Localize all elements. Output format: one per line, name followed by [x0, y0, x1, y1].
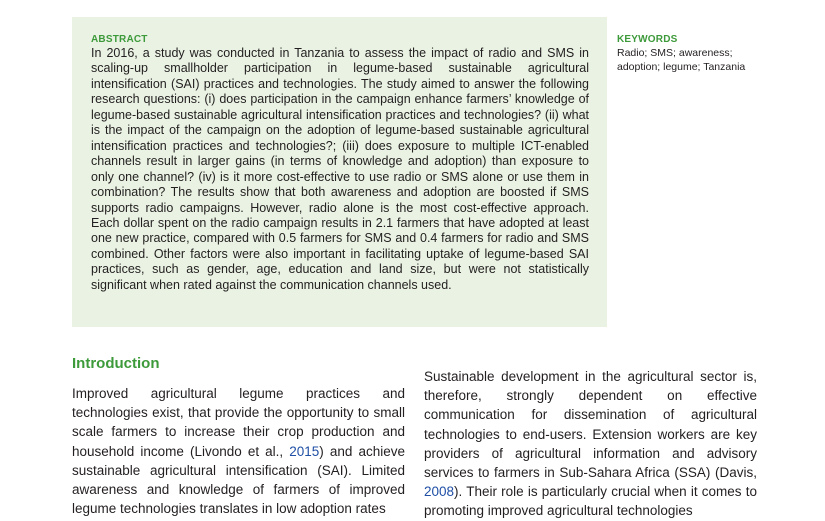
abstract-heading: ABSTRACT — [91, 34, 148, 45]
left-text-after: ) and achieve sustainable agricultural intensification (SAI). Limited awareness and knowledge of farmers of improved legume technologies translates in low adoption rates — [72, 443, 405, 517]
right-text-before: Sustainable development in the agricultural sector is, therefore, strongly dependent on effective communication for dissemination of agricultural technologies to end-users. Extension workers are key providers of agricultural information and advisory services to farmers in Sub-Sahara Africa (SSA) (Davis, — [424, 369, 757, 481]
left-text-before: Improved agricultural legume practices and technologies exist, that provide the opportunity to small scale farmers to increase their crop production and household income (Livondo et al., — [72, 386, 405, 459]
body-column-right — [424, 367, 757, 521]
keywords-text: Radio; SMS; awareness; adoption; legume; Tanzania — [617, 47, 746, 73]
citation-link-2015[interactable]: 2015 — [289, 443, 320, 459]
body-column-left — [72, 384, 405, 518]
citation-link-2008[interactable]: 2008 — [424, 484, 455, 500]
section-title-introduction: Introduction — [72, 355, 160, 372]
previous-page-text-strip — [0, 0, 825, 2]
right-text-after: ). Their role is particularly crucial when it comes to promoting improved agricultural technologies — [424, 484, 757, 519]
keywords-heading: KEYWORDS — [617, 34, 678, 45]
abstract-text: In 2016, a study was conducted in Tanzania to assess the impact of radio and SMS in scaling-up smallholder participation in legume-based sustainable agricultural intensification (SAI) practices and technologies. The study aimed to answer the following research questions: (i) does participation in the campaign enhance farmers’ knowledge of legume-based sustainable agricultural intensification practices and technologies? (ii) what is the impact of the campaign on the adoption of legume-based sustainable agricultural intensification practices and technologies?; (iii) does exposure to multiple ICT-enabled channels result in larger gains (in terms of knowledge and adoption) than exposure to only one channel? (iv) is it more cost-effective to use radio or SMS alone or use them in combination? The results show that both awareness and adoption are boosted if SMS supports radio campaigns. However, radio alone is the most cost-effective approach. Each dollar spent on the radio campaign results in 2.1 farmers that have adopted at least one new practice, compared with 0.5 farmers for SMS and 0.4 farmers for radio and SMS combined. Other factors were also important in facilitating uptake of legume-based SAI practices, such as gender, age, education and land size, but were not statistically significant when rated against the communication channels used. — [91, 46, 589, 292]
